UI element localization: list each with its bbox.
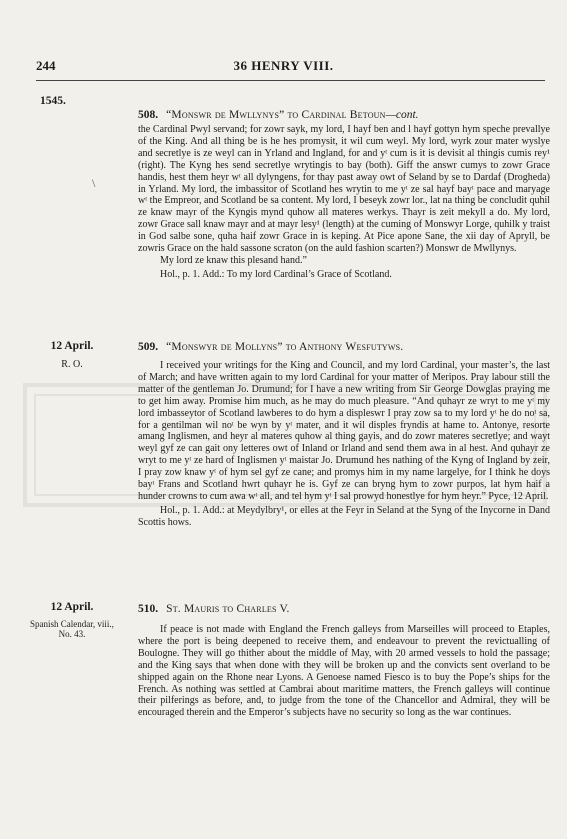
page-number: 244 xyxy=(36,58,56,73)
entry-508-body xyxy=(138,124,550,281)
entry-510-heading xyxy=(138,603,290,615)
running-title: 36 HENRY VIII. xyxy=(233,58,334,73)
entry-510-source: Spanish Calendar, viii., No. 43. xyxy=(30,619,114,639)
entry-509-body xyxy=(138,360,550,529)
header-rule xyxy=(36,80,545,81)
entry-number: 510. xyxy=(138,603,159,615)
entry-509-source: R. O. xyxy=(61,359,83,370)
entry-paragraph: the Cardinal Pwyl servand; for zowr sayk, my lord, I hayf ben and l hayf gottyn hym speche prevallye of the King. And all thing be is he hes promysit, it wil cum weyl. My lord, wyrk zour mater wyslye and secretlye is ze weyl can in Yrland and Ingland, for and yᵗ cum is it is devisit al thingis cumis rey¹ (right). The Kyng hes send secretlye wrytingis to bay (both). Giff the answr cumys to zowr Grace handis, hest them heyr wᵗ all dylyngens, for thay past away owt of Seland by se to Dardaf (Drogheda) in Yrland. My lord, the imbassitor of Scotland hes wrytin to me yᵗ ze sal hayf bayᵗ pace and maryage wᵗ the Empreor, and Scotland be sa content. My lord, I beseyk zowr lor., lat na thing be concludit quhil ze knaw mayr of the Kyngis mynd quhow all materes werkys. Thayr is zeit mekyll a do. My lord, zowr Grace sall knaw mayr and at mayr lesy¹ (length) at the cuming of Monswyr Lorge, quhilk y traist in God salbe sone, quha haif zowr Grace in is keping. At Pice apone Sane, the xii day of Apryll, be zowris Grace on the hald sassone scraton (on the auld fashion scarten?) Monswr de Mwllynys. xyxy=(138,124,550,255)
entry-number: 508. xyxy=(138,109,159,121)
entry-508-heading xyxy=(138,109,419,121)
entry-paragraph: I received your writings for the King and Council, and my lord Cardinal, your master’s, the last of March; and have written again to my lord Cardinal for your matter of Meripos. Pray labour still the matter of the gentleman Jo. Drumund; for I have a new writing from Sir George Dowglas praying me to get him away. Promise him much, as he may do much pleasure. “And quhayr ze wryt to me yᵗ my lord imbasseytor of Scotland lawberes to do hym a displeswr I pray zow sa to my lord yᵗ he do noᵗ sa, for a gentilman wil noᵗ be wyn by yᵗ mater, and it wil disples fryndis at hame to. Antonye, resorte amang Inglismen, and heyr al materes quhow al thing gayis, and do zowr materes secretlye; and wayt weyl gyf ze can gait ony letteres owt of Inland or Irland and send them awa in al hest. And quhayr ze wryt to me yᵗ ze hard of Inglismen yᵗ maistar Jo. Drumund hes nathing of the Kyng of Ingland by zeir, I pray zow knaw yᵗ of hym sel gyf ze cane; and promys him in my name largelye, for I think he doys bayᵗ Frans and Scotland hwrt quhayr he is. Gyf ze can bryng hym to zowr purpos, lat hym haif a hunder crowns to cum awa wᵗ all, and tel hym yᵗ I sal prowyd honestlye for hym heyr.” Pyce, 12 April. xyxy=(138,360,550,502)
margin-year: 1545. xyxy=(40,95,66,107)
entry-510-date: 12 April. xyxy=(50,601,94,613)
entry-title: St. Mauris to Charles V. xyxy=(166,603,290,615)
entry-title: “Monswyr de Mollyns” to Anthony Wesfutyws. xyxy=(166,341,404,353)
entry-509-date: 12 April. xyxy=(50,340,94,352)
entry-509-heading xyxy=(138,341,403,353)
entry-note: Hol., p. 1. Add.: at Meydylbry¹, or elles at the Feyr in Seland at the Syng of the Inycorne in Dand Scottis hows. xyxy=(138,504,550,528)
entry-paragraph: My lord ze knaw this plesand hand.” xyxy=(160,254,307,266)
margin-mark: \ xyxy=(92,176,96,190)
entry-title: “Monswr de Mwllynys” to Cardinal Betoun xyxy=(166,109,386,121)
entry-number: 509. xyxy=(138,341,159,353)
continued-marker: —cont. xyxy=(385,109,419,121)
entry-510-body xyxy=(138,624,550,719)
entry-paragraph: If peace is not made with England the French galleys from Marseilles will proceed to Etaples, where the port is being deepened to receive them, and endeavour to prevent the revictualling of Boulogne. They will go thither about the middle of May, with 20 armed vessels to hold the passage; and the King says that when done with they will be broken up and the convicts sent overland to be shipped again on the Rhone near Lyons. A Genoese named Fiesco is to buy the Pope’s ships for the French. As nothing was settled at Cambrai about maritime matters, the French galleys will continue their pilferings as before, and, to judge from the tone of the Chancellor and Admiral, they will be encouraged therein and the Emperor’s subjects have no security so long as the war continues. xyxy=(138,624,550,719)
entry-note: Hol., p. 1. Add.: To my lord Cardinal’s Grace of Scotland. xyxy=(160,268,392,280)
